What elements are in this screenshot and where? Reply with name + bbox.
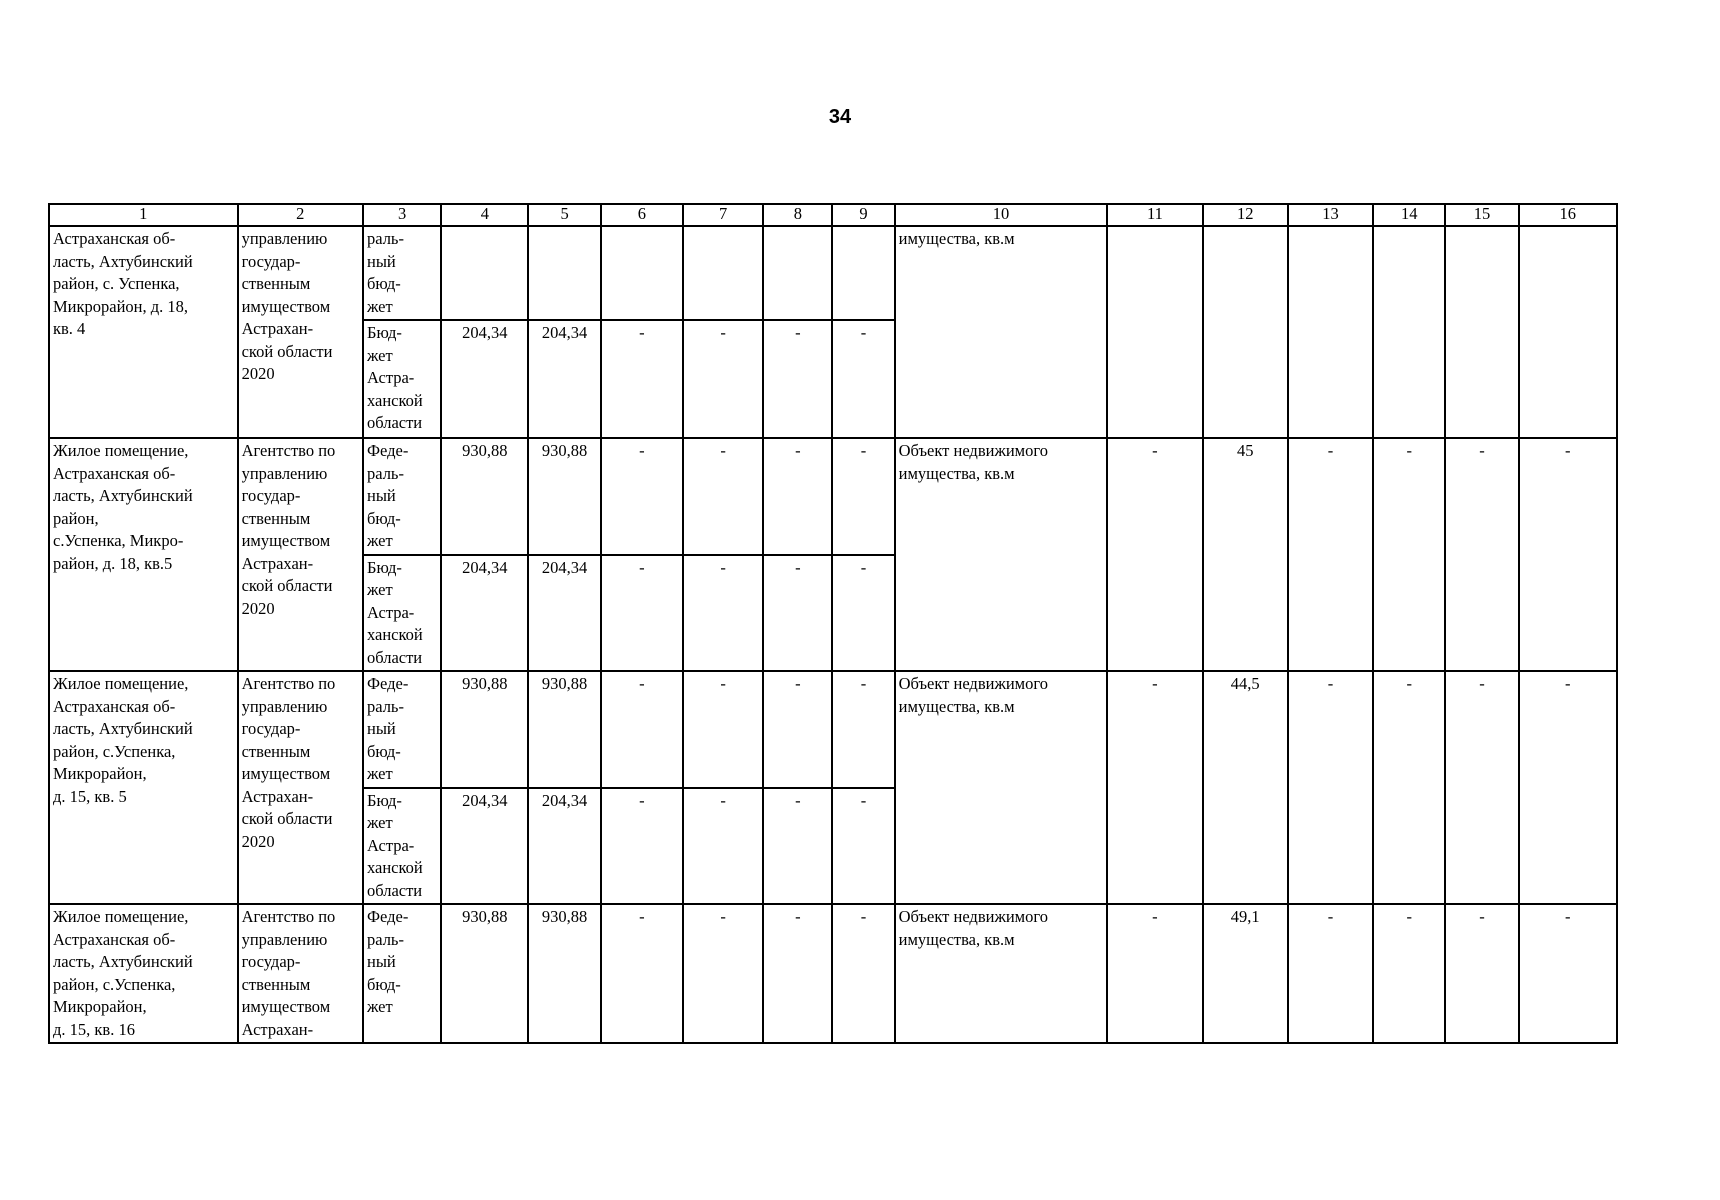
amount-col9: - (832, 438, 894, 555)
amount-col5: 930,88 (528, 671, 600, 788)
funding-source: Бюд- жет Астра- ханской области (363, 320, 441, 438)
amount-col8: - (763, 555, 832, 672)
value-col14 (1373, 226, 1445, 438)
property-address: Жилое помещение, Астраханская об- ласть, Ахтубинский район, с.Успенка, Микрорайон, д. 15, кв. 16 (49, 904, 238, 1043)
amount-col4: 204,34 (441, 555, 528, 672)
amount-col4: 204,34 (441, 320, 528, 438)
object-description: Объект недвижимого имущества, кв.м (895, 671, 1108, 904)
value-col11: - (1107, 671, 1202, 904)
amount-col6: - (601, 555, 683, 672)
value-col16 (1519, 226, 1617, 438)
amount-col9: - (832, 320, 894, 438)
amount-col8: - (763, 438, 832, 555)
amount-col5: 204,34 (528, 555, 600, 672)
table-row (49, 226, 1617, 320)
object-description: имущества, кв.м (895, 226, 1108, 438)
recipient: Агентство по управлению государ- ственным имуществом Астрахан- ской области 2020 (238, 438, 363, 671)
amount-col6: - (601, 671, 683, 788)
amount-col9: - (832, 671, 894, 788)
funding-source: Феде- раль- ный бюд- жет (363, 904, 441, 1043)
amount-col6: - (601, 320, 683, 438)
column-number: 15 (1445, 204, 1518, 226)
value-col13: - (1288, 904, 1373, 1043)
value-col13: - (1288, 438, 1373, 671)
value-col13: - (1288, 671, 1373, 904)
amount-col4: 204,34 (441, 788, 528, 905)
column-number: 3 (363, 204, 441, 226)
amount-col9 (832, 226, 894, 320)
column-number: 6 (601, 204, 683, 226)
funding-source: Феде- раль- ный бюд- жет (363, 438, 441, 555)
amount-col7: - (683, 555, 763, 672)
table-row (49, 671, 1617, 788)
value-col16: - (1519, 671, 1617, 904)
value-col14: - (1373, 904, 1445, 1043)
recipient: Агентство по управлению государ- ственным имуществом Астрахан- ской области 2020 (238, 671, 363, 904)
funding-source: Бюд- жет Астра- ханской области (363, 555, 441, 672)
object-description: Объект недвижимого имущества, кв.м (895, 438, 1108, 671)
column-number: 13 (1288, 204, 1373, 226)
amount-col7: - (683, 438, 763, 555)
value-col15: - (1445, 904, 1518, 1043)
amount-col6: - (601, 438, 683, 555)
amount-col7: - (683, 671, 763, 788)
value-col12 (1203, 226, 1288, 438)
value-col14: - (1373, 671, 1445, 904)
object-description: Объект недвижимого имущества, кв.м (895, 904, 1108, 1043)
value-col11: - (1107, 438, 1202, 671)
amount-col8 (763, 226, 832, 320)
column-number: 8 (763, 204, 832, 226)
amount-col6: - (601, 788, 683, 905)
column-number: 7 (683, 204, 763, 226)
value-col13 (1288, 226, 1373, 438)
amount-col9: - (832, 555, 894, 672)
column-number: 4 (441, 204, 528, 226)
amount-col8: - (763, 788, 832, 905)
amount-col7: - (683, 904, 763, 1043)
column-number: 9 (832, 204, 894, 226)
amount-col6 (601, 226, 683, 320)
value-col15: - (1445, 438, 1518, 671)
amount-col8: - (763, 671, 832, 788)
amount-col5: 930,88 (528, 438, 600, 555)
amount-col4: 930,88 (441, 904, 528, 1043)
amount-col5 (528, 226, 600, 320)
column-number-row (49, 204, 1617, 226)
value-col14: - (1373, 438, 1445, 671)
property-address: Жилое помещение, Астраханская об- ласть, Ахтубинский район, с.Успенка, Микрорайон, д. 15, кв. 5 (49, 671, 238, 904)
page-number: 34 (828, 106, 852, 128)
column-number: 12 (1203, 204, 1288, 226)
column-number: 1 (49, 204, 238, 226)
value-col11 (1107, 226, 1202, 438)
column-number: 11 (1107, 204, 1202, 226)
value-col15 (1445, 226, 1518, 438)
value-col16: - (1519, 438, 1617, 671)
amount-col9: - (832, 788, 894, 905)
value-col12: 49,1 (1203, 904, 1288, 1043)
column-number: 2 (238, 204, 363, 226)
recipient: Агентство по управлению государ- ственным имуществом Астрахан- (238, 904, 363, 1043)
column-number: 10 (895, 204, 1108, 226)
amount-col6: - (601, 904, 683, 1043)
property-address: Астраханская об- ласть, Ахтубинский район, с. Успенка, Микрорайон, д. 18, кв. 4 (49, 226, 238, 438)
budget-table (48, 203, 1618, 1044)
amount-col7: - (683, 320, 763, 438)
column-number: 14 (1373, 204, 1445, 226)
amount-col8: - (763, 320, 832, 438)
amount-col8: - (763, 904, 832, 1043)
value-col16: - (1519, 904, 1617, 1043)
funding-source: Бюд- жет Астра- ханской области (363, 788, 441, 905)
amount-col4: 930,88 (441, 438, 528, 555)
funding-source: Феде- раль- ный бюд- жет (363, 671, 441, 788)
amount-col5: 204,34 (528, 788, 600, 905)
table-row (49, 904, 1617, 1043)
recipient: управлению государ- ственным имуществом Астрахан- ской области 2020 (238, 226, 363, 438)
funding-source: раль- ный бюд- жет (363, 226, 441, 320)
amount-col4 (441, 226, 528, 320)
amount-col9: - (832, 904, 894, 1043)
amount-col7: - (683, 788, 763, 905)
table-row (49, 438, 1617, 555)
amount-col5: 204,34 (528, 320, 600, 438)
value-col12: 45 (1203, 438, 1288, 671)
amount-col7 (683, 226, 763, 320)
amount-col5: 930,88 (528, 904, 600, 1043)
column-number: 5 (528, 204, 600, 226)
amount-col4: 930,88 (441, 671, 528, 788)
value-col15: - (1445, 671, 1518, 904)
property-address: Жилое помещение, Астраханская об- ласть, Ахтубинский район, с.Успенка, Микро- район, д. 18, кв.5 (49, 438, 238, 671)
value-col11: - (1107, 904, 1202, 1043)
value-col12: 44,5 (1203, 671, 1288, 904)
column-number: 16 (1519, 204, 1617, 226)
